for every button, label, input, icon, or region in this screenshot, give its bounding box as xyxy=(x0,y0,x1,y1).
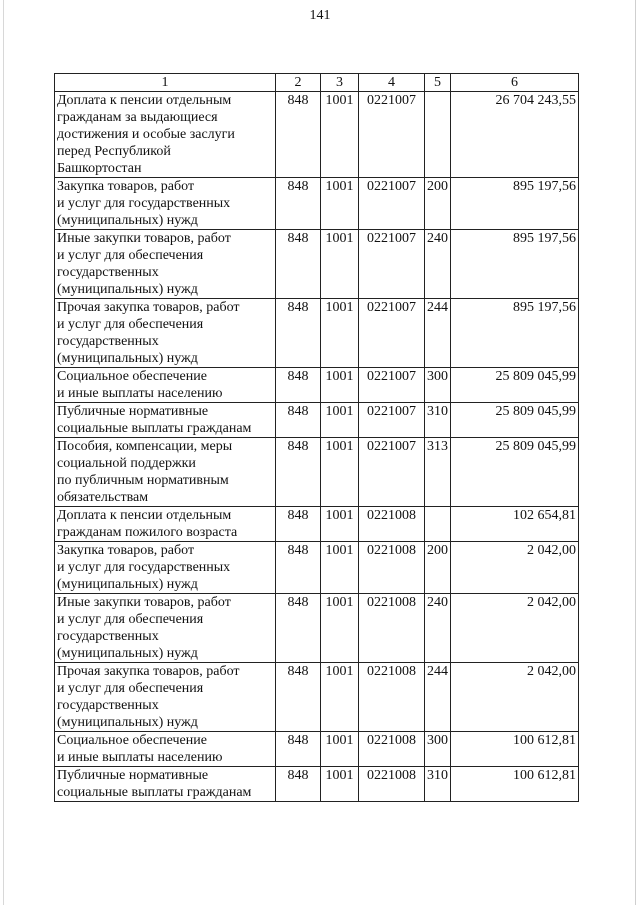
amount-cell: 895 197,56 xyxy=(451,230,579,299)
target-article-code-cell: 0221007 xyxy=(359,438,425,507)
section-code-cell: 1001 xyxy=(321,542,359,594)
header-col-6: 6 xyxy=(451,74,579,92)
section-code-cell: 1001 xyxy=(321,507,359,542)
expense-type-code-cell: 240 xyxy=(425,230,451,299)
expense-type-code-cell: 200 xyxy=(425,178,451,230)
admin-code-cell: 848 xyxy=(276,403,321,438)
scan-edge-left xyxy=(3,0,4,905)
target-article-code-cell: 0221008 xyxy=(359,507,425,542)
expense-type-code-cell: 244 xyxy=(425,299,451,368)
admin-code-cell: 848 xyxy=(276,767,321,802)
amount-cell: 25 809 045,99 xyxy=(451,438,579,507)
expense-type-code-cell: 240 xyxy=(425,594,451,663)
amount-cell: 102 654,81 xyxy=(451,507,579,542)
section-code-cell: 1001 xyxy=(321,230,359,299)
section-code-cell: 1001 xyxy=(321,92,359,178)
target-article-code-cell: 0221008 xyxy=(359,594,425,663)
table-row xyxy=(55,507,579,542)
admin-code-cell: 848 xyxy=(276,368,321,403)
expense-type-code-cell: 244 xyxy=(425,663,451,732)
item-name-cell: Доплата к пенсии отдельным гражданам за выдающиеся достижения и особые заслуги перед Республикой Башкортостан xyxy=(55,92,276,178)
table-row xyxy=(55,663,579,732)
table-row xyxy=(55,368,579,403)
amount-cell: 25 809 045,99 xyxy=(451,368,579,403)
section-code-cell: 1001 xyxy=(321,299,359,368)
target-article-code-cell: 0221007 xyxy=(359,368,425,403)
table-row xyxy=(55,438,579,507)
section-code-cell: 1001 xyxy=(321,368,359,403)
item-name-cell: Закупка товаров, работ и услуг для государственных (муниципальных) нужд xyxy=(55,178,276,230)
target-article-code-cell: 0221007 xyxy=(359,299,425,368)
item-name-cell: Публичные нормативные социальные выплаты гражданам xyxy=(55,767,276,802)
target-article-code-cell: 0221007 xyxy=(359,403,425,438)
section-code-cell: 1001 xyxy=(321,178,359,230)
expense-type-code-cell xyxy=(425,92,451,178)
budget-table xyxy=(54,73,579,802)
table-row xyxy=(55,403,579,438)
section-code-cell: 1001 xyxy=(321,767,359,802)
section-code-cell: 1001 xyxy=(321,732,359,767)
target-article-code-cell: 0221008 xyxy=(359,542,425,594)
admin-code-cell: 848 xyxy=(276,438,321,507)
target-article-code-cell: 0221007 xyxy=(359,178,425,230)
table-body xyxy=(55,92,579,802)
amount-cell: 100 612,81 xyxy=(451,767,579,802)
amount-cell: 895 197,56 xyxy=(451,178,579,230)
expense-type-code-cell: 310 xyxy=(425,403,451,438)
table-row xyxy=(55,594,579,663)
admin-code-cell: 848 xyxy=(276,663,321,732)
admin-code-cell: 848 xyxy=(276,178,321,230)
expense-type-code-cell: 200 xyxy=(425,542,451,594)
table-row xyxy=(55,732,579,767)
item-name-cell: Иные закупки товаров, работ и услуг для обеспечения государственных (муниципальных) нужд xyxy=(55,594,276,663)
item-name-cell: Доплата к пенсии отдельным гражданам пожилого возраста xyxy=(55,507,276,542)
target-article-code-cell: 0221008 xyxy=(359,663,425,732)
item-name-cell: Закупка товаров, работ и услуг для государственных (муниципальных) нужд xyxy=(55,542,276,594)
amount-cell: 895 197,56 xyxy=(451,299,579,368)
admin-code-cell: 848 xyxy=(276,542,321,594)
expense-type-code-cell: 300 xyxy=(425,732,451,767)
table-row xyxy=(55,178,579,230)
header-col-5: 5 xyxy=(425,74,451,92)
admin-code-cell: 848 xyxy=(276,507,321,542)
admin-code-cell: 848 xyxy=(276,594,321,663)
amount-cell: 100 612,81 xyxy=(451,732,579,767)
target-article-code-cell: 0221008 xyxy=(359,732,425,767)
amount-cell: 2 042,00 xyxy=(451,542,579,594)
amount-cell: 2 042,00 xyxy=(451,663,579,732)
table-row xyxy=(55,767,579,802)
table-row xyxy=(55,542,579,594)
admin-code-cell: 848 xyxy=(276,732,321,767)
table-row xyxy=(55,230,579,299)
header-col-1: 1 xyxy=(55,74,276,92)
table-header xyxy=(55,74,579,92)
header-col-3: 3 xyxy=(321,74,359,92)
amount-cell: 25 809 045,99 xyxy=(451,403,579,438)
target-article-code-cell: 0221007 xyxy=(359,92,425,178)
amount-cell: 2 042,00 xyxy=(451,594,579,663)
section-code-cell: 1001 xyxy=(321,403,359,438)
section-code-cell: 1001 xyxy=(321,438,359,507)
item-name-cell: Иные закупки товаров, работ и услуг для обеспечения государственных (муниципальных) нужд xyxy=(55,230,276,299)
section-code-cell: 1001 xyxy=(321,594,359,663)
page-number: 141 xyxy=(309,8,331,23)
header-col-2: 2 xyxy=(276,74,321,92)
scan-edge-right xyxy=(635,0,636,905)
item-name-cell: Социальное обеспечение и иные выплаты населению xyxy=(55,732,276,767)
item-name-cell: Пособия, компенсации, меры социальной поддержки по публичным нормативным обязательствам xyxy=(55,438,276,507)
header-col-4: 4 xyxy=(359,74,425,92)
table-row xyxy=(55,299,579,368)
item-name-cell: Социальное обеспечение и иные выплаты населению xyxy=(55,368,276,403)
target-article-code-cell: 0221008 xyxy=(359,767,425,802)
admin-code-cell: 848 xyxy=(276,299,321,368)
expense-type-code-cell: 313 xyxy=(425,438,451,507)
admin-code-cell: 848 xyxy=(276,230,321,299)
admin-code-cell: 848 xyxy=(276,92,321,178)
expense-type-code-cell: 310 xyxy=(425,767,451,802)
table-row xyxy=(55,92,579,178)
item-name-cell: Прочая закупка товаров, работ и услуг для обеспечения государственных (муниципальных) нужд xyxy=(55,299,276,368)
amount-cell: 26 704 243,55 xyxy=(451,92,579,178)
item-name-cell: Прочая закупка товаров, работ и услуг для обеспечения государственных (муниципальных) нужд xyxy=(55,663,276,732)
target-article-code-cell: 0221007 xyxy=(359,230,425,299)
section-code-cell: 1001 xyxy=(321,663,359,732)
expense-type-code-cell: 300 xyxy=(425,368,451,403)
item-name-cell: Публичные нормативные социальные выплаты гражданам xyxy=(55,403,276,438)
expense-type-code-cell xyxy=(425,507,451,542)
header-row xyxy=(55,74,579,92)
